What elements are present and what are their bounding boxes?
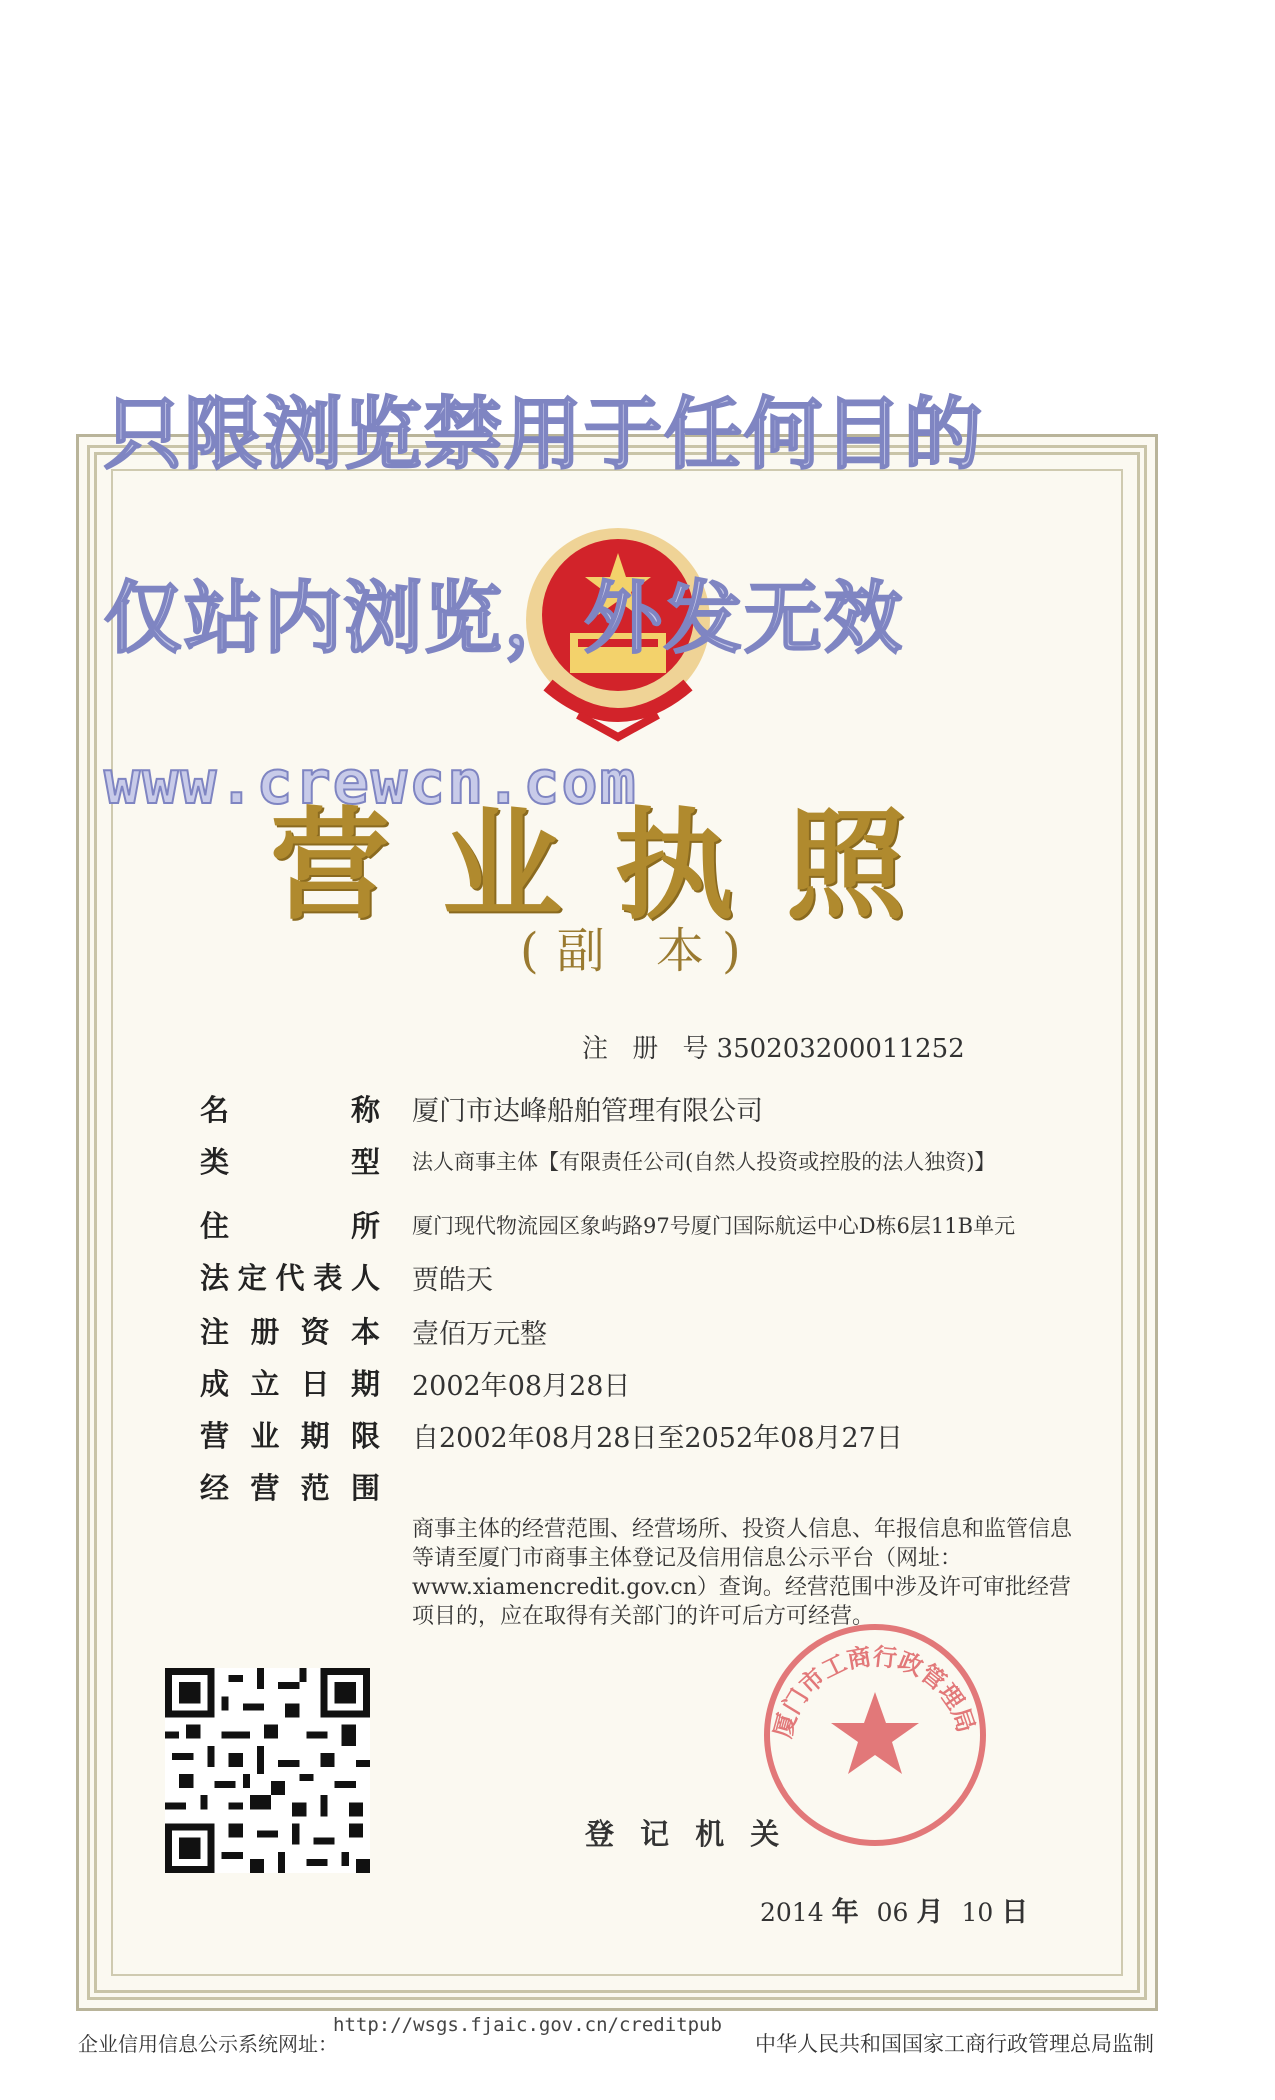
footer-system-label: 企业信用信息公示系统网址：	[78, 2032, 338, 2056]
qr-code	[165, 1668, 370, 1873]
field-label-capital: 注 册 资 本	[200, 1315, 380, 1349]
field-label-address: 住 所	[200, 1209, 380, 1243]
footer-supervisor: 中华人民共和国国家工商行政管理总局监制	[755, 2032, 1154, 2056]
field-value-type: 法人商事主体【有限责任公司(自然人投资或控股的法人独资)】	[412, 1150, 996, 1174]
field-label-scope: 经 营 范 围	[200, 1471, 380, 1505]
field-label-legal-rep: 法 定 代 表 人	[200, 1261, 380, 1295]
field-label-term: 营 业 期 限	[200, 1419, 380, 1453]
field-label-established: 成 立 日 期	[200, 1367, 380, 1401]
issue-date: 2014 年 06 月 10 日	[760, 1897, 1029, 1928]
footer-url-link[interactable]: http://wsgs.fjaic.gov.cn/creditpub	[333, 2014, 722, 2036]
issue-month: 06	[876, 1898, 909, 1927]
registration-number-value: 350203200011252	[716, 1034, 965, 1064]
registration-number	[582, 1028, 965, 1065]
watermark-line-1: 只限浏览禁用于任何目的	[104, 390, 985, 480]
field-label-name: 名 称	[200, 1093, 380, 1127]
field-value-established: 2002年08月28日	[412, 1371, 631, 1402]
field-value-capital: 壹佰万元整	[412, 1319, 547, 1350]
issue-day: 10	[961, 1898, 994, 1927]
registration-number-label: 注 册 号	[582, 1034, 717, 1064]
seal-text: 厦门市工商行政管理局	[768, 1642, 981, 1741]
field-value-name: 厦门市达峰船舶管理有限公司	[412, 1096, 763, 1127]
field-value-scope: 商事主体的经营范围、经营场所、投资人信息、年报信息和监管信息等请至厦门市商事主体登记及信用信息公示平台（网址：www.xiamencredit.gov.cn）查询。经营范围中涉及许可审批经营项目的，应在取得有关部门的许可后方可经营。	[412, 1517, 1073, 1629]
watermark-line-2: 仅站内浏览，外发无效	[104, 574, 905, 664]
field-value-term: 自2002年08月28日至2052年08月27日	[412, 1423, 903, 1454]
issue-year: 2014	[760, 1898, 824, 1927]
official-seal-icon	[760, 1620, 990, 1850]
watermark-url: www.crewcn.com	[104, 748, 638, 818]
field-value-address: 厦门现代物流园区象屿路97号厦门国际航运中心D栋6层11B单元	[412, 1214, 1016, 1238]
registration-authority-label: 登 记 机 关	[585, 1817, 788, 1851]
field-label-type: 类 型	[200, 1145, 380, 1179]
document-subtitle: (副 本)	[520, 923, 759, 979]
document-title: 营业执照	[270, 795, 958, 936]
field-value-legal-rep: 贾皓天	[412, 1265, 493, 1296]
